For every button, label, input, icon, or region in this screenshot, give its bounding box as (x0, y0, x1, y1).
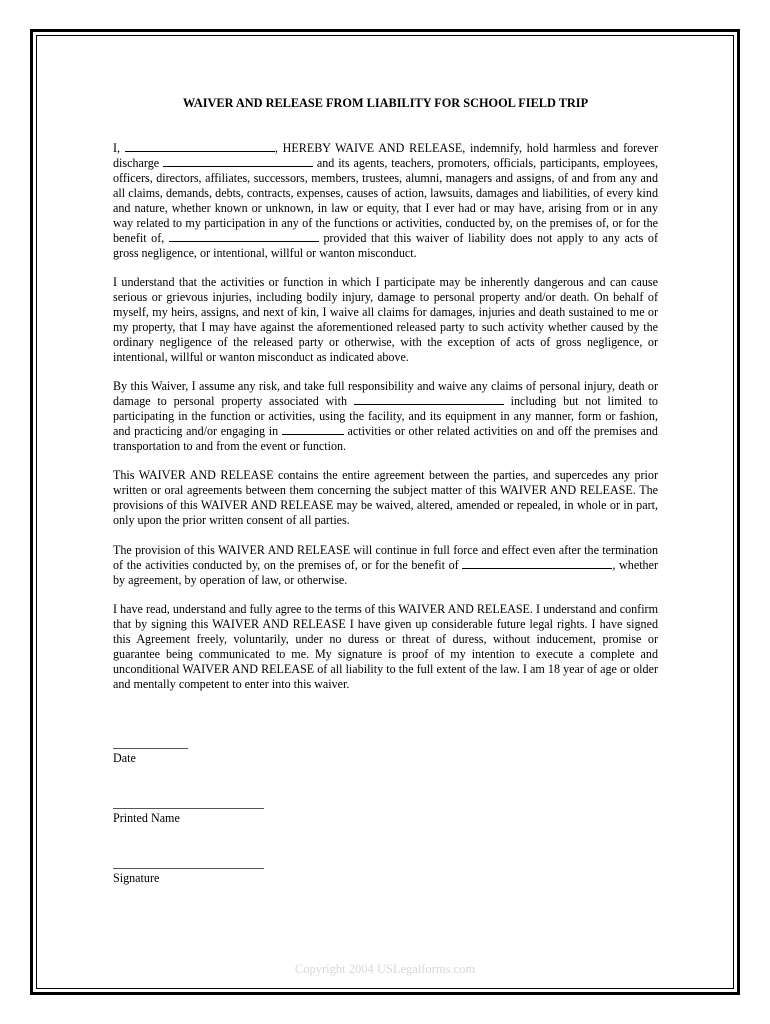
participant-name-blank[interactable] (125, 141, 275, 152)
p1-text-a: I, (113, 141, 121, 155)
beneficiary-blank[interactable] (169, 231, 319, 242)
copyright-watermark: Copyright 2004 USLegalforms.com (294, 962, 476, 976)
continuation-blank[interactable] (462, 558, 612, 569)
paragraph-entire-agreement: This WAIVER AND RELEASE contains the entire agreement between the parties, and supercedes any prior written or oral agreements between them concerning the subject matter of this WAIVER AND RELEASE. The provisions of this WAIVER AND RELEASE may be waived, altered, amended or repealed, in whole or in part, only upon the prior written consent of all parties. (113, 468, 658, 527)
p5-text-b: , whether by agreement, by operation of law, or otherwise. (113, 558, 658, 587)
associated-with-blank[interactable] (354, 394, 504, 405)
paragraph-continuation (113, 543, 658, 588)
p1-text-b: , HEREBY WAIVE AND RELEASE, indemnify, hold harmless and forever discharge (113, 141, 658, 170)
paragraph-risk: I understand that the activities or function in which I participate may be inherently dangerous and can cause serious or grievous injuries, including bodily injury, damage to personal property and/or death. On behalf of myself, my heirs, assigns, and next of kin, I waive all claims for damages, injuries and death sustained to me or my property, that I may have against the aforementioned released party to such activity whether caused by the ordinary negligence of the released party or otherwise, with the exception of acts of gross negligence, or intentional, willful or wanton misconduct as indicated above. (113, 275, 658, 364)
paragraph-waiver (113, 141, 658, 261)
p3-text-c: activities or other related activities on and off the premises and transportation to and from the event or function. (113, 424, 658, 453)
p1-text-d: provided that this waiver of liability does not apply to any acts of gross negligence, or intentional, willful or wanton misconduct. (113, 231, 658, 260)
p1-text-c: and its agents, teachers, promoters, officials, participants, employees, officers, directors, affiliates, successors, members, trustees, alumni, managers and assigns, of and from any and all claims, demands, debts, contracts, expenses, causes of action, lawsuits, damages and liabilities, of every kind and nature, whether known or unknown, in law or equity, that I ever had or may have, arising from or in any way related to my participation in any of the functions or activities, conducted by, on the premises of, or for the benefit of, (113, 156, 659, 245)
p3-text-b: including but not limited to participating in the function or activities, using the facility, and its equipment in any manner, form or fashion, and practicing and/or engaging in (113, 394, 658, 438)
paragraph-acknowledgement: I have read, understand and fully agree to the terms of this WAIVER AND RELEASE. I understand and confirm that by signing this WAIVER AND RELEASE I have given up considerable future legal rights. I have signed this Agreement freely, voluntarily, under no duress or threat of duress, without inducement, promise or guarantee being communicated to me. My signature is proof of my intention to execute a complete and unconditional WAIVER AND RELEASE of all liability to the full extent of the law. I am 18 year of age or older and mentally competent to enter into this waiver. (113, 602, 658, 691)
date-label: Date (113, 751, 136, 765)
date-line[interactable] (113, 748, 188, 749)
signature-label: Signature (113, 871, 160, 885)
p3-text-a: By this Waiver, I assume any risk, and take full responsibility and waive any claims of personal injury, death or damage to personal property associated with (113, 379, 658, 408)
document-title: WAIVER AND RELEASE FROM LIABILITY FOR SCHOOL FIELD TRIP (182, 96, 589, 110)
printed-name-label: Printed Name (113, 811, 180, 825)
school-name-blank[interactable] (163, 156, 313, 167)
signature-line[interactable] (113, 868, 264, 869)
activity-blank[interactable] (282, 424, 344, 435)
p5-text-a: The provision of this WAIVER AND RELEASE will continue in full force and effect even after the termination of the activities conducted by, on the premises of, or for the benefit of (113, 543, 658, 572)
printed-name-line[interactable] (113, 808, 264, 809)
paragraph-assume-risk (113, 379, 658, 454)
